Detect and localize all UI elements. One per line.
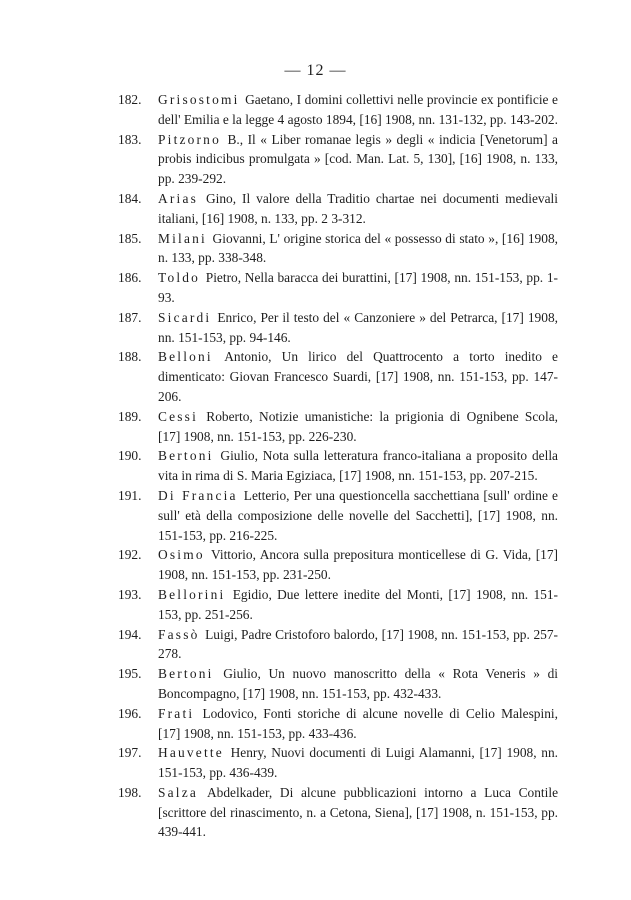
entry-text: Gaetano, I domini collettivi nelle provincie ex pontificie e dell' Emilia e la legge 4 agosto 1894, [16] 1908, nn. 131-132, pp. 143-202. bbox=[158, 92, 558, 127]
entry-author: Pitzorno bbox=[158, 131, 221, 147]
entry-number: 192. bbox=[118, 547, 142, 563]
entry-number: 191. bbox=[118, 487, 142, 503]
page-number: — 12 — bbox=[284, 62, 347, 79]
entry-text: Gino, Il valore della Traditio chartae nei documenti medievali italiani, [16] 1908, n. 133, pp. 2 3-312. bbox=[158, 190, 558, 226]
entry-text: Giovanni, L' origine storica del « possesso di stato », [16] 1908, n. 133, pp. 338-348. bbox=[158, 230, 558, 266]
entry-number: 194. bbox=[118, 626, 142, 642]
entry-body bbox=[158, 486, 558, 545]
bibliography-entry bbox=[118, 268, 558, 308]
entry-number: 197. bbox=[118, 745, 142, 761]
entry-author: Milani bbox=[158, 230, 207, 246]
bibliography-entry bbox=[118, 347, 558, 406]
entry-body bbox=[158, 407, 558, 447]
bibliography-entry bbox=[118, 407, 558, 447]
entry-text: Luigi, Padre Cristoforo balordo, [17] 1908, nn. 151-153, pp. 257-278. bbox=[158, 626, 558, 662]
entry-number: 190. bbox=[118, 448, 142, 464]
entry-number: 193. bbox=[118, 586, 142, 602]
entry-number: 188. bbox=[118, 349, 142, 365]
entry-text: Roberto, Notizie umanistiche: la prigionia di Ognibene Scola, [17] 1908, nn. 151-153, pp. 226-230. bbox=[158, 408, 558, 444]
bibliography-entry bbox=[118, 446, 558, 486]
entry-body bbox=[158, 90, 558, 130]
entry-author: Hauvette bbox=[158, 745, 224, 761]
entry-text: Henry, Nuovi documenti di Luigi Alamanni, [17] 1908, nn. 151-153, pp. 436-439. bbox=[158, 745, 558, 781]
entry-text: Lodovico, Fonti storiche di alcune novelle di Celio Malespini, [17] 1908, nn. 151-153, pp. 433-436. bbox=[158, 705, 558, 741]
entry-body bbox=[158, 704, 558, 744]
entry-number: 189. bbox=[118, 408, 142, 424]
entry-author: Fassò bbox=[158, 626, 200, 642]
entry-text: Vittorio, Ancora sulla prepositura monticellese di G. Vida, [17] 1908, nn. 151-153, pp. 231-250. bbox=[158, 547, 559, 583]
bibliography-entry bbox=[118, 664, 558, 704]
entry-author: Di Francia bbox=[158, 487, 238, 503]
entry-body bbox=[158, 446, 558, 486]
bibliography-entry bbox=[118, 130, 558, 189]
bibliography-entry bbox=[118, 486, 558, 545]
entry-number: 184. bbox=[118, 190, 142, 206]
entry-author: Grisostomi bbox=[158, 92, 240, 107]
entry-body bbox=[158, 347, 558, 406]
bibliography-entry bbox=[118, 743, 558, 783]
entry-number: 185. bbox=[118, 230, 142, 246]
bibliography-list bbox=[118, 90, 558, 842]
bibliography-entry bbox=[118, 308, 558, 348]
bibliography-entry bbox=[118, 704, 558, 744]
entry-text: Pietro, Nella baracca dei burattini, [17] 1908, nn. 151-153, pp. 1-93. bbox=[158, 270, 558, 305]
entry-body bbox=[158, 585, 558, 625]
entry-text: Letterio, Per una questioncella sacchettiana [sull' ordine e sull' età della composizione delle novelle del Sacchetti], [17] 1908, nn. 151-153, pp. 216-225. bbox=[158, 487, 558, 543]
entry-author: Arias bbox=[158, 190, 199, 206]
entry-author: Frati bbox=[158, 705, 195, 721]
entry-number: 196. bbox=[118, 705, 142, 721]
entry-author: Osimo bbox=[158, 547, 205, 563]
entry-author: Belloni bbox=[158, 349, 213, 365]
entry-body bbox=[158, 229, 558, 269]
entry-text: Abdelkader, Di alcune pubblicazioni intorno a Luca Contile [scrittore del rinascimento, n. a Cetona, Siena], [17] 1908, n. 151-153, pp. 439-441. bbox=[158, 784, 559, 840]
entry-author: Toldo bbox=[158, 270, 201, 286]
bibliography-entry bbox=[118, 90, 558, 130]
entry-number: 198. bbox=[118, 784, 142, 800]
entry-text: B., Il « Liber romanae legis » degli « indicia [Venetorum] a probis indicibus promulgata » [cod. Man. Lat. 5, 130], [16] 1908, n. 133, pp. 239-292. bbox=[158, 131, 558, 187]
entry-author: Salza bbox=[158, 784, 198, 800]
entry-number: 195. bbox=[118, 666, 142, 682]
bibliography-entry bbox=[118, 189, 558, 229]
entry-body bbox=[158, 783, 558, 842]
entry-number: 182. bbox=[118, 92, 142, 107]
entry-body bbox=[158, 545, 558, 585]
entry-number: 183. bbox=[118, 131, 142, 147]
entry-body bbox=[158, 743, 558, 783]
entry-body bbox=[158, 268, 558, 308]
entry-text: Antonio, Un lirico del Quattrocento a torto inedito e dimenticato: Giovan Francesco Suardi, [17] 1908, nn. 151-153, pp. 147-206. bbox=[158, 349, 558, 404]
entry-author: Bertoni bbox=[158, 666, 214, 682]
entry-text: Egidio, Due lettere inedite del Monti, [17] 1908, nn. 151-153, pp. 251-256. bbox=[158, 586, 558, 622]
entry-number: 186. bbox=[118, 270, 142, 286]
entry-author: Sicardi bbox=[158, 309, 212, 325]
entry-body bbox=[158, 664, 558, 704]
entry-text: Enrico, Per il testo del « Canzoniere » del Petrarca, [17] 1908, nn. 151-153, pp. 94-146. bbox=[158, 309, 558, 345]
entry-body bbox=[158, 308, 558, 348]
entry-author: Bertoni bbox=[158, 448, 214, 464]
entry-author: Cessi bbox=[158, 408, 199, 424]
bibliography-entry bbox=[118, 625, 558, 665]
bibliography-entry bbox=[118, 783, 558, 842]
bibliography-entry bbox=[118, 545, 558, 585]
bibliography-entry bbox=[118, 229, 558, 269]
bibliography-entry bbox=[118, 585, 558, 625]
entry-body bbox=[158, 189, 558, 229]
entry-text: Giulio, Nota sulla letteratura franco-italiana a proposito della vita in rima di S. Maria Egiziaca, [17] 1908, nn. 151-153, pp. 207-215. bbox=[158, 448, 558, 484]
entry-number: 187. bbox=[118, 309, 142, 325]
entry-author: Bellorini bbox=[158, 586, 226, 602]
entry-body bbox=[158, 625, 558, 665]
entry-body bbox=[158, 130, 558, 189]
entry-text: Giulio, Un nuovo manoscritto della « Rota Veneris » di Boncompagno, [17] 1908, nn. 151-153, pp. 432-433. bbox=[158, 666, 559, 701]
